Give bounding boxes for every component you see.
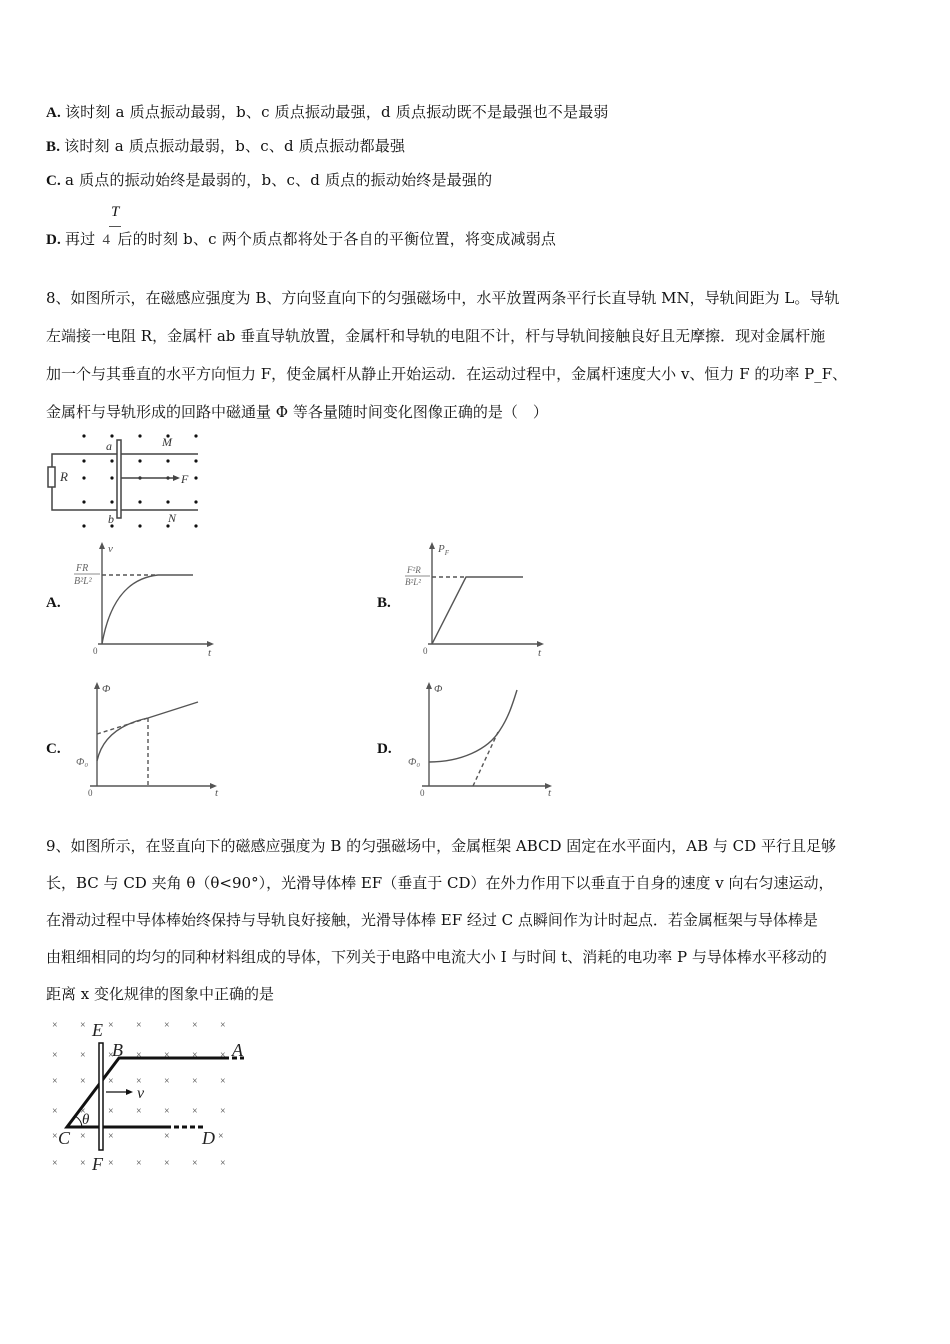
svg-text:t: t [208,647,212,659]
svg-text:Φ₀: Φ₀ [408,756,421,768]
svg-text:×: × [192,1020,198,1031]
svg-text:×: × [192,1050,198,1061]
svg-text:×: × [192,1158,198,1169]
svg-text:E: E [92,1020,103,1040]
svg-text:×: × [108,1158,114,1169]
svg-text:×: × [220,1158,226,1169]
svg-text:b: b [108,512,114,526]
svg-text:R: R [60,469,68,484]
svg-text:t: t [538,647,542,659]
svg-text:0: 0 [93,646,98,656]
svg-text:×: × [164,1158,170,1169]
svg-text:×: × [220,1020,226,1031]
svg-text:×: × [218,1131,224,1142]
svg-text:B²L²: B²L² [405,577,421,587]
svg-text:×: × [164,1020,170,1031]
svg-text:×: × [52,1158,58,1169]
svg-text:×: × [108,1131,114,1142]
svg-text:M: M [162,435,172,449]
svg-text:θ: θ [82,1112,90,1128]
svg-text:v: v [137,1085,145,1102]
svg-text:×: × [52,1050,58,1061]
svg-text:D: D [202,1128,215,1148]
svg-text:×: × [80,1076,86,1087]
svg-text:×: × [164,1106,170,1117]
svg-text:×: × [80,1131,86,1142]
graph-b-power-time [400,538,550,660]
svg-text:t: t [215,787,219,799]
svg-text:×: × [136,1076,142,1087]
svg-text:×: × [164,1076,170,1087]
svg-text:A: A [232,1040,243,1060]
graph-d-flux-time [400,678,560,802]
fraction-bar [109,226,121,227]
svg-text:t: t [548,787,552,799]
svg-text:0: 0 [88,788,93,798]
q9-frame-figure [44,1012,264,1174]
svg-text:×: × [108,1106,114,1117]
svg-text:Φ₀: Φ₀ [76,756,89,768]
svg-text:×: × [136,1050,142,1061]
svg-text:×: × [108,1076,114,1087]
svg-text:×: × [108,1020,114,1031]
choice-c-label: C. [46,741,61,757]
svg-text:×: × [136,1020,142,1031]
q7-option-c: C. a 质点的振动始终是最弱的，b、c、d 质点的振动始终是最强的 [46,171,493,189]
svg-text:×: × [136,1106,142,1117]
graph-a-velocity-time [70,538,220,660]
svg-text:C: C [58,1128,71,1148]
q7-option-b: B. 该时刻 a 质点振动最弱，b、c、d 质点振动都最强 [46,137,406,155]
svg-text:×: × [80,1106,86,1117]
graph-c-flux-time [70,678,230,802]
svg-text:×: × [108,1050,114,1061]
svg-text:×: × [80,1158,86,1169]
svg-text:F²R: F²R [407,565,421,575]
svg-text:0: 0 [420,788,425,798]
svg-text:B²L²: B²L² [74,576,92,587]
svg-text:×: × [164,1131,170,1142]
choice-a-label: A. [46,595,61,611]
svg-text:×: × [80,1050,86,1061]
svg-text:FR: FR [76,563,89,574]
svg-text:N: N [168,511,177,525]
svg-text:Φ: Φ [102,683,111,695]
svg-text:F: F [181,472,189,486]
svg-text:Φ: Φ [434,683,443,695]
choice-d-label: D. [377,741,392,757]
svg-text:×: × [192,1076,198,1087]
svg-text:×: × [52,1020,58,1031]
svg-text:v: v [108,543,113,555]
choice-b-label: B. [377,595,391,611]
svg-text:a: a [106,439,112,453]
svg-text:×: × [164,1050,170,1061]
svg-text:×: × [52,1131,58,1142]
svg-text:0: 0 [423,646,428,656]
svg-text:×: × [136,1158,142,1169]
fraction-numerator: T [111,204,120,220]
q7-option-a: A. 该时刻 a 质点振动最弱，b、c 质点振动最强，d 质点振动既不是最强也不是最弱 [46,103,609,121]
svg-text:B: B [112,1040,123,1060]
svg-text:×: × [192,1106,198,1117]
svg-text:×: × [80,1020,86,1031]
q8-rail-circuit-figure [44,430,204,534]
svg-text:×: × [220,1106,226,1117]
svg-text:×: × [220,1050,226,1061]
svg-text:×: × [52,1106,58,1117]
svg-text:×: × [52,1076,58,1087]
svg-text:×: × [220,1076,226,1087]
q7-option-d: D. 再过 4 后的时刻 b、c 两个质点都将处于各自的平衡位置，将变成减弱点 [46,230,557,248]
svg-text:PF: $P_F$ [438,543,450,557]
svg-text:F: F [92,1154,103,1174]
